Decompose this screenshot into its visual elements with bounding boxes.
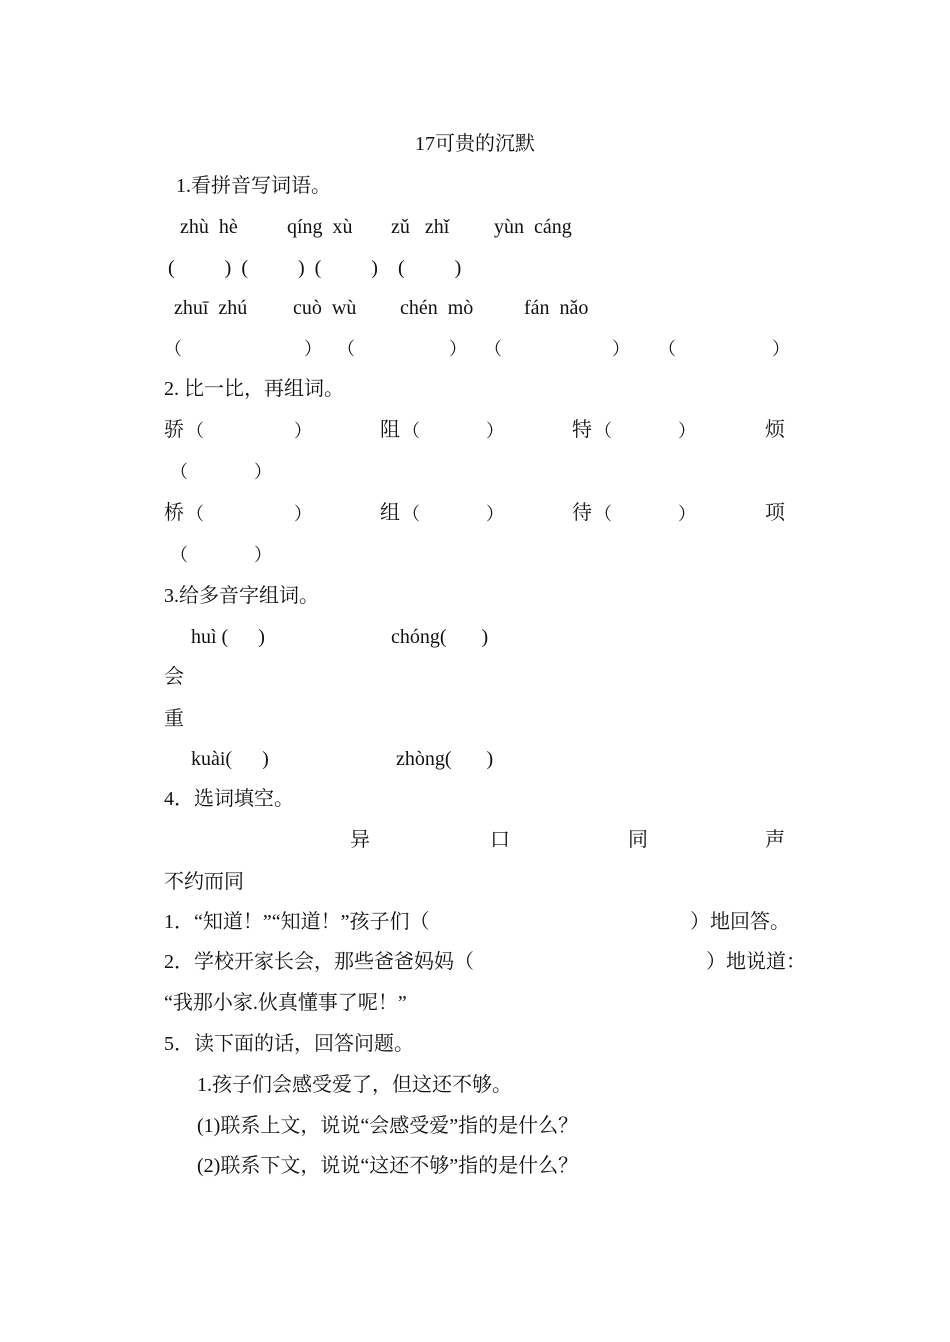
q2-blank-open[interactable]: （ [170,462,188,482]
q1-blank-open-2[interactable]: （ [337,339,355,359]
page-title: 17可贵的沉默 [415,133,535,155]
q2-blank-open[interactable]: （ [170,545,188,565]
q3-heading: 3.给多音字组词。 [164,585,319,607]
q1-blanks-row1[interactable]: ( ) ( ) ( ) ( ) [168,257,462,279]
q2-blank-open[interactable]: （ [594,504,612,524]
q2-blank-close[interactable]: ） [254,545,272,565]
q2-blank-close[interactable]: ） [678,504,696,524]
q1-blank-close-2[interactable]: ） [449,339,467,359]
q4-option-char: 异 [350,829,370,851]
q4-sentence2-cont: “我那小家.伙真懂事了呢！” [164,992,407,1014]
q5-sub2: (2)联系下文，说说“这还不够”指的是什么？ [197,1155,579,1177]
q4-sentence1-suffix: ）地回答。 [690,911,790,933]
q2-blank-open[interactable]: （ [402,504,420,524]
q2-char-fan: 烦 [765,419,785,441]
q1-blank-open-1[interactable]: （ [164,339,182,359]
q1-pinyin-1: zhù hè [180,216,238,238]
q1-pinyin-3: zǔ zhǐ [391,216,450,238]
q1-pinyin-5: zhuī zhú [174,297,248,319]
q5-quote: 1.孩子们会感受爱了，但这还不够。 [197,1074,512,1096]
q3-chong[interactable]: chóng( ) [391,626,489,648]
q2-blank-close[interactable]: ） [254,462,272,482]
q2-blank-close[interactable]: ） [486,504,504,524]
q2-char-zu: 阻 [380,419,400,441]
q2-char-jiao: 骄 [164,419,184,441]
q1-pinyin-8: fán nǎo [524,297,589,319]
q2-char-xiang: 项 [765,502,785,524]
q2-heading: 2. 比一比，再组词。 [164,378,344,400]
q4-option-char: 声 [765,829,785,851]
q1-blank-open-3[interactable]: （ [484,339,502,359]
q1-pinyin-7: chén mò [400,297,474,319]
q4-sentence2-prefix: 2．学校开家长会，那些爸爸妈妈（ [164,951,474,973]
q2-char-te: 特 [572,419,592,441]
q4-option-char: 同 [628,829,648,851]
q2-blank-close[interactable]: ） [678,421,696,441]
q2-char-dai: 待 [572,502,592,524]
q2-blank-close[interactable]: ） [486,421,504,441]
q4-option-2: 不约而同 [164,871,244,893]
q4-sentence1-prefix: 1．“知道！”“知道！”孩子们（ [164,911,430,933]
q2-char-zu2: 组 [380,502,400,524]
q2-blank-open[interactable]: （ [594,421,612,441]
q3-hui[interactable]: huì ( ) [191,626,265,648]
q3-char-zhong: 重 [164,708,184,730]
q4-option-char: 口 [490,829,510,851]
q2-blank-open[interactable]: （ [186,421,204,441]
q2-blank-open[interactable]: （ [402,421,420,441]
q1-heading: 1.看拼音写词语。 [176,175,331,197]
q3-zhong[interactable]: zhòng( ) [396,748,494,770]
q5-sub1: (1)联系上文，说说“会感受爱”指的是什么？ [197,1115,579,1137]
q1-pinyin-6: cuò wù [293,297,357,319]
q5-heading: 5．读下面的话，回答问题。 [164,1033,414,1055]
q1-blank-open-4[interactable]: （ [658,339,676,359]
q3-kuai[interactable]: kuài( ) [191,748,269,770]
q2-blank-open[interactable]: （ [186,504,204,524]
q4-sentence2-suffix: ）地说道： [706,951,806,973]
q1-blank-close-3[interactable]: ） [612,339,630,359]
q1-blank-close-4[interactable]: ） [772,339,790,359]
q2-blank-close[interactable]: ） [294,421,312,441]
q3-char-hui: 会 [164,666,184,688]
q1-blank-close-1[interactable]: ） [304,339,322,359]
q4-heading: 4．选词填空。 [164,788,294,810]
q2-blank-close[interactable]: ） [294,504,312,524]
q1-pinyin-2: qíng xù [287,216,353,238]
q2-char-qiao: 桥 [164,502,184,524]
q1-pinyin-4: yùn cáng [494,216,572,238]
